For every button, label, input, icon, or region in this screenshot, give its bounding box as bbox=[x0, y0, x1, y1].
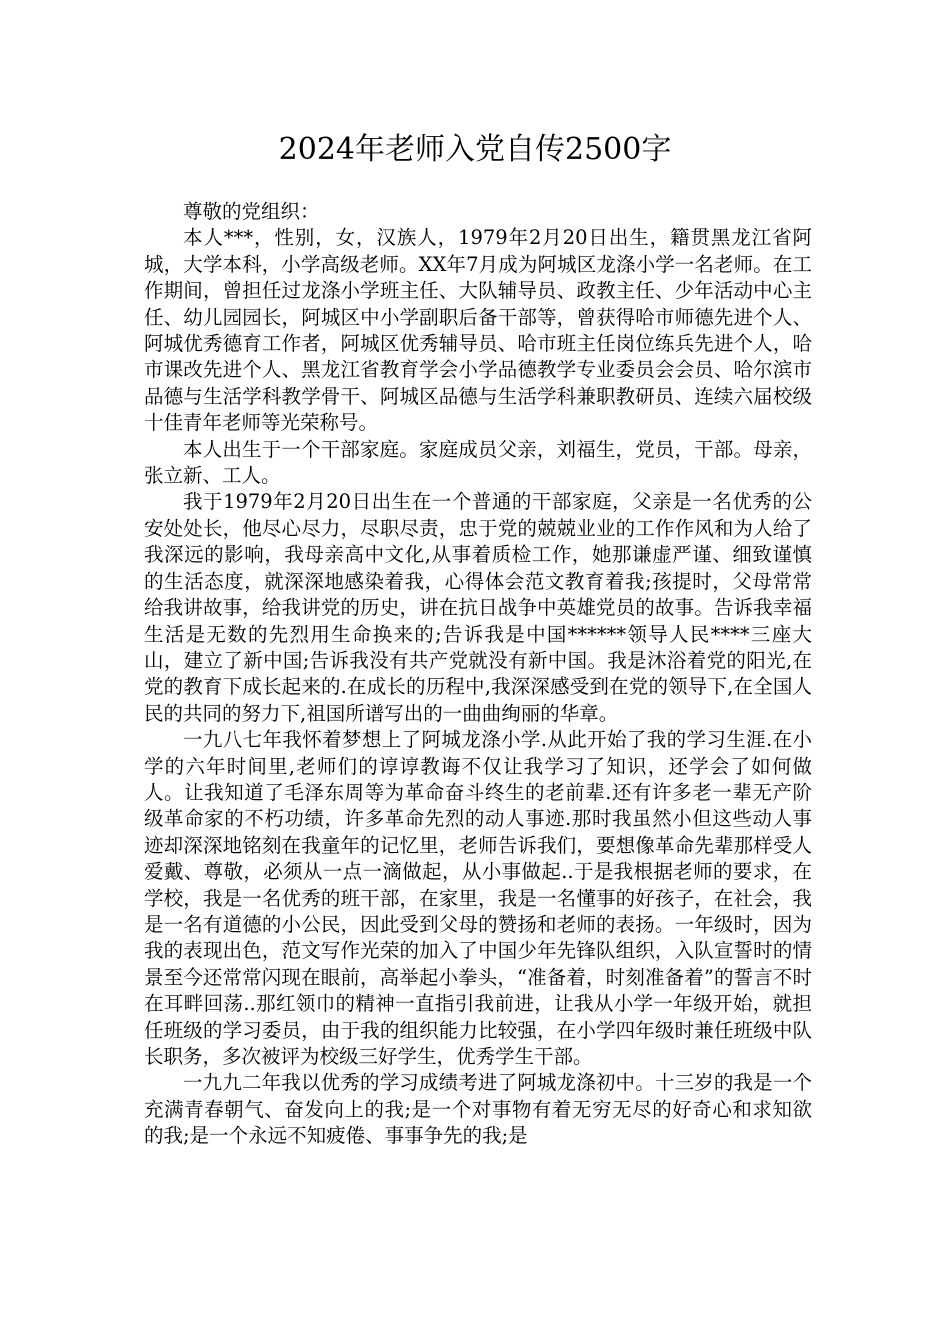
paragraph-personal-info: 本人***，性别，女，汉族人，1979年2月20日出生，籍贯黑龙江省阿城，大学本科，小学高级老师。XX年7月成为阿城区龙涤小学一名老师。在工作期间，曾担任过龙涤小学班主任、大队辅导员、政教主任、少年活动中心主任、幼儿园园长，阿城区中小学副职后备干部等，曾获得哈市师德先进个人、阿城优秀德育工作者，阿城区优秀辅导员、哈市班主任岗位练兵先进个人，哈市课改先进个人、黑龙江省教育学会小学品德教学专业委员会会员、哈尔滨市品德与生活学科教学骨干、阿城区品德与生活学科兼职教研员、连续六届校级十佳青年老师等光荣称号。 bbox=[144, 226, 812, 435]
document-title: 2024年老师入党自传2500字 bbox=[278, 132, 672, 167]
paragraph-middle-school: 一九九二年我以优秀的学习成绩考进了阿城龙涤初中。十三岁的我是一个充满青春朝气、奋发向上的我;是一个对事物有着无穷无尽的好奇心和求知欲的我;是一个永远不知疲倦、事事争先的我;是 bbox=[144, 1071, 812, 1148]
paragraph-primary-school: 一九八七年我怀着梦想上了阿城龙涤小学.从此开始了我的学习生涯.在小学的六年时间里,老师们的谆谆教诲不仅让我学习了知识，还学会了如何做人。让我知道了毛泽东周等为革命奋斗终生的老前辈.还有许多老一辈无产阶级革命家的不朽功绩，许多革命先烈的动人事迹.那时我虽然小但这些动人事迹却深深地铭刻在我童年的记忆里，老师告诉我们，要想像革命先辈那样受人爱戴、尊敬，必须从一点一滴做起，从小事做起..于是我根据老师的要求，在学校，我是一名优秀的班干部，在家里，我是一名懂事的好孩子，在社会，我是一名有道德的小公民，因此受到父母的赞扬和老师的表扬。一年级时，因为我的表现出色，范文写作光荣的加入了中国少年先锋队组织，入队宣誓时的情景至今还常常闪现在眼前，高举起小拳头，“准备着，时刻准备着”的誓言不时在耳畔回荡..那红领巾的精神一直指引我前进，让我从小学一年级开始，就担任班级的学习委员，由于我的组织能力比较强，在小学四年级时兼任班级中队长职务，多次被评为校级三好学生，优秀学生干部。 bbox=[144, 728, 812, 1068]
paragraph-family: 本人出生于一个干部家庭。家庭成员父亲，刘福生，党员，干部。母亲，张立新、工人。 bbox=[144, 437, 812, 488]
document-body bbox=[144, 199, 812, 1150]
salutation: 尊敬的党组织： bbox=[183, 200, 320, 223]
paragraph-childhood: 我于1979年2月20日出生在一个普通的干部家庭，父亲是一名优秀的公安处处长，他尽心尽力，尽职尽责，忠于党的兢兢业业的工作作风和为人给了我深远的影响，我母亲高中文化,从事着质检工作，她那谦虚严谨、细致谨慎的生活态度，就深深地感染着我，心得体会范文教育着我;孩提时，父母常常给我讲故事，给我讲党的历史，讲在抗日战争中英雄党员的故事。告诉我幸福生活是无数的先烈用生命换来的;告诉我是中国******领导人民****三座大山，建立了新中国;告诉我没有共产党就没有新中国。我是沐浴着党的阳光,在党的教育下成长起来的.在成长的历程中,我深深感受到在党的领导下,在全国人民的共同的努力下,祖国所谱写出的一曲曲绚丽的华章。 bbox=[144, 490, 812, 725]
